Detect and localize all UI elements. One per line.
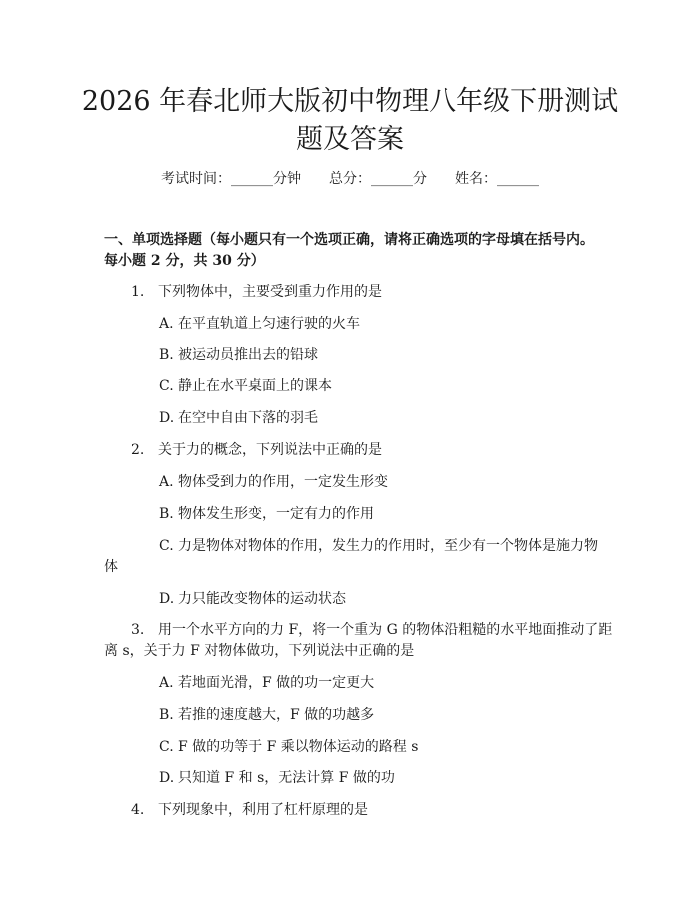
question-3-option-b xyxy=(159,705,374,726)
question-3-option-d xyxy=(159,768,395,789)
option-label: D. xyxy=(159,770,175,786)
question-1-option-b xyxy=(159,345,318,366)
option-text: 若地面光滑，F 做的功一定更大 xyxy=(178,675,375,691)
question-text: 用一个水平方向的力 F，将一个重为 G 的物体沿粗糙的水平地面推动了距 xyxy=(158,622,613,638)
option-text: 物体受到力的作用，一定发生形变 xyxy=(178,474,388,490)
question-number: 2. xyxy=(131,442,145,458)
question-3-option-a xyxy=(159,673,374,694)
question-1-option-d xyxy=(159,408,318,429)
question-number: 4. xyxy=(131,802,145,818)
question-2-option-d xyxy=(159,589,346,610)
exam-info-line: 考试时间：______分钟 总分：______分 姓名：______ xyxy=(161,171,539,187)
option-text: F 做的功等于 F 乘以物体运动的路程 s xyxy=(178,739,419,755)
option-label: C. xyxy=(159,739,174,755)
option-label: C. xyxy=(159,538,174,554)
option-label: D. xyxy=(159,591,175,607)
section-heading xyxy=(104,230,624,272)
question-2-option-b xyxy=(159,504,374,525)
question-text: 下列现象中，利用了杠杆原理的是 xyxy=(158,802,368,818)
option-label: A. xyxy=(159,474,174,490)
question-4-stem xyxy=(131,800,368,821)
question-text: 下列物体中，主要受到重力作用的是 xyxy=(158,284,382,300)
option-text: 在平直轨道上匀速行驶的火车 xyxy=(178,316,360,332)
question-number: 1. xyxy=(131,284,145,300)
option-label: C. xyxy=(159,378,174,394)
option-text: 力只能改变物体的运动状态 xyxy=(178,591,346,607)
question-3-stem xyxy=(131,620,612,641)
option-label: A. xyxy=(159,675,174,691)
option-label: A. xyxy=(159,316,174,332)
option-text: 物体发生形变，一定有力的作用 xyxy=(178,506,374,522)
option-label: D. xyxy=(159,410,175,426)
option-text: 被运动员推出去的铅球 xyxy=(178,347,318,363)
question-1-option-a xyxy=(159,314,360,335)
section-heading-line1: 一、单项选择题（每小题只有一个选项正确，请将正确选项的字母填在括号内。 xyxy=(104,232,594,248)
section-heading-line2: 每小题 2 分，共 30 分） xyxy=(104,253,265,269)
document-title-line2: 题及答案 xyxy=(296,124,404,155)
question-3-stem-continuation: 离 s，关于力 F 对物体做功，下列说法中正确的是 xyxy=(104,643,415,659)
question-2-option-c xyxy=(159,536,598,557)
question-2-stem xyxy=(131,440,382,461)
option-text: 静止在水平桌面上的课本 xyxy=(178,378,332,394)
question-1-option-c xyxy=(159,376,332,397)
option-text: 若推的速度越大，F 做的功越多 xyxy=(178,707,375,723)
option-label: B. xyxy=(159,506,174,522)
question-text: 关于力的概念，下列说法中正确的是 xyxy=(158,442,382,458)
option-text: 只知道 F 和 s，无法计算 F 做的功 xyxy=(178,770,395,786)
option-text: 力是物体对物体的作用，发生力的作用时，至少有一个物体是施力物 xyxy=(178,538,598,554)
question-number: 3. xyxy=(131,622,145,638)
document-title-line1: 2026 年春北师大版初中物理八年级下册测试 xyxy=(81,86,619,117)
question-2-option-a xyxy=(159,472,388,493)
question-2-option-c-continuation: 体 xyxy=(104,559,118,575)
option-label: B. xyxy=(159,707,174,723)
option-label: B. xyxy=(159,347,174,363)
question-3-option-c xyxy=(159,737,418,758)
option-text: 在空中自由下落的羽毛 xyxy=(178,410,318,426)
question-1-stem xyxy=(131,282,382,303)
